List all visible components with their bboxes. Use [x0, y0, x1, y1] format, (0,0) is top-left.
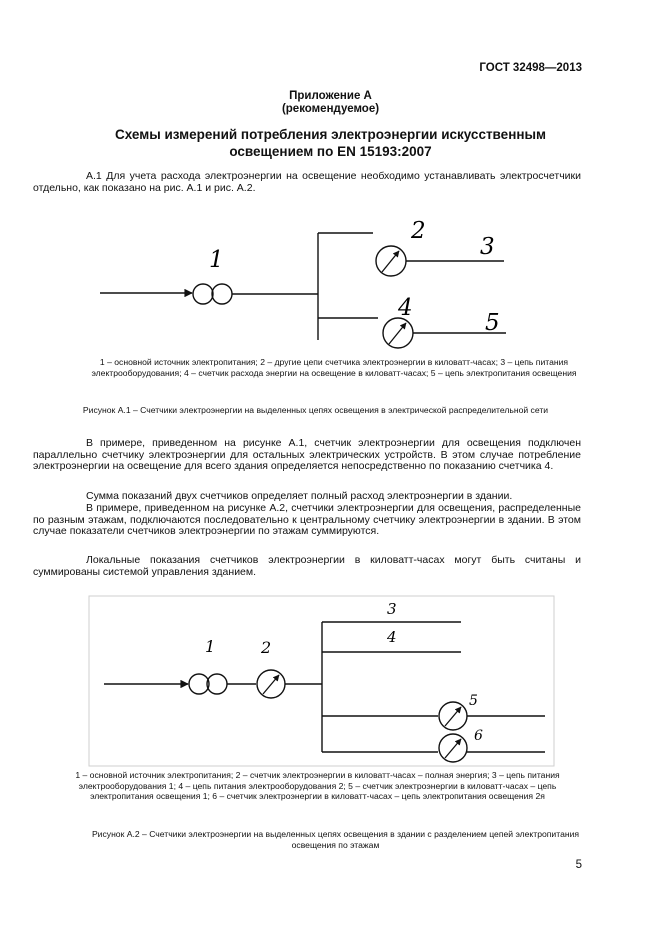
paragraph-sum: Сумма показаний двух счетчиков определяет полный расход электроэнергии в здании.	[86, 490, 513, 502]
fig2-meter-2-icon	[257, 670, 285, 698]
fig2-label-3: 3	[387, 600, 397, 618]
figure-a1-legend: 1 – основной источник электропитания; 2 – другие цепи счетчика электроэнергии в киловатт-часах; 3 – цепь питания электрооборудования; 4 – счетчик расхода энергии на освещение в киловатт-часах; 5 – цепь электропитания освещения	[91, 357, 577, 378]
paragraph-a1: А.1 Для учета расхода электроэнергии на освещение необходимо устанавливать электросчетчики отдельно, как показано на рис. А.1 и рис. А.2.	[33, 170, 581, 194]
fig1-label-2: 2	[411, 218, 426, 244]
paragraph-example-2: В примере, приведенном на рисунке А.2, счетчики электроэнергии для освещения, распределенные по разным этажам, подключаются последовательно к центральному счетчику электроэнергии в здании. В этом случае показатели счетчиков электроэнергии по этажам суммируются.	[33, 502, 581, 538]
appendix-title-line1: Схемы измерений потребления электроэнергии искусственным	[114, 127, 547, 142]
fig2-label-5: 5	[469, 693, 478, 709]
fig2-meter-6-icon	[439, 734, 467, 762]
fig1-label-5: 5	[485, 310, 500, 336]
appendix-title-line2: освещением по EN 15193:2007	[229, 144, 432, 159]
fig2-transformer-icon	[189, 674, 227, 694]
fig1-label-3: 3	[480, 234, 495, 260]
appendix-kind: (рекомендуемое)	[281, 103, 380, 115]
figure-a1-caption: Рисунок А.1 – Счетчики электроэнергии на выделенных цепях освещения в электрической распределительной сети	[82, 405, 549, 415]
fig2-meter-5-icon	[439, 702, 467, 730]
fig2-label-1: 1	[205, 637, 216, 656]
fig1-label-4: 4	[398, 295, 413, 321]
appendix-label: Приложение А	[289, 90, 372, 102]
fig2-label-2: 2	[261, 638, 272, 657]
paragraph-local: Локальные показания счетчиков электроэнергии в киловатт-часах могут быть считаны и суммированы системой управления зданием.	[33, 554, 581, 578]
figure-a2-caption: Рисунок А.2 – Счетчики электроэнергии на выделенных цепях освещения в здании с разделением цепей электропитания освещения по этажам	[91, 829, 580, 850]
paragraph-example-1: В примере, приведенном на рисунке А.1, счетчик электроэнергии для освещения подключен параллельно счетчику электроэнергии для остальных электрических устройств. В этом случае потребление электроэнергии на освещение для всего здания определяется непосредственно по показанию счетчика 4.	[33, 437, 581, 473]
fig1-label-1: 1	[209, 247, 224, 273]
figure-a2-legend: 1 – основной источник электропитания; 2 – счетчик электроэнергии в киловатт-часах – полная энергия; 3 – цепь питания электрооборудования 1; 4 – цепь питания электрооборудования 2; 5 – счетчик электроэнергии в киловатт-часах – цепь электропитания освещения 1; 6 – счетчик электроэнергии в киловатт-часах – цепь электропитания освещения 2я	[75, 770, 560, 802]
fig2-label-4: 4	[387, 628, 397, 646]
standard-header: ГОСТ 32498—2013	[479, 62, 582, 74]
fig2-label-6: 6	[474, 728, 483, 744]
page-number: 5	[575, 859, 582, 871]
